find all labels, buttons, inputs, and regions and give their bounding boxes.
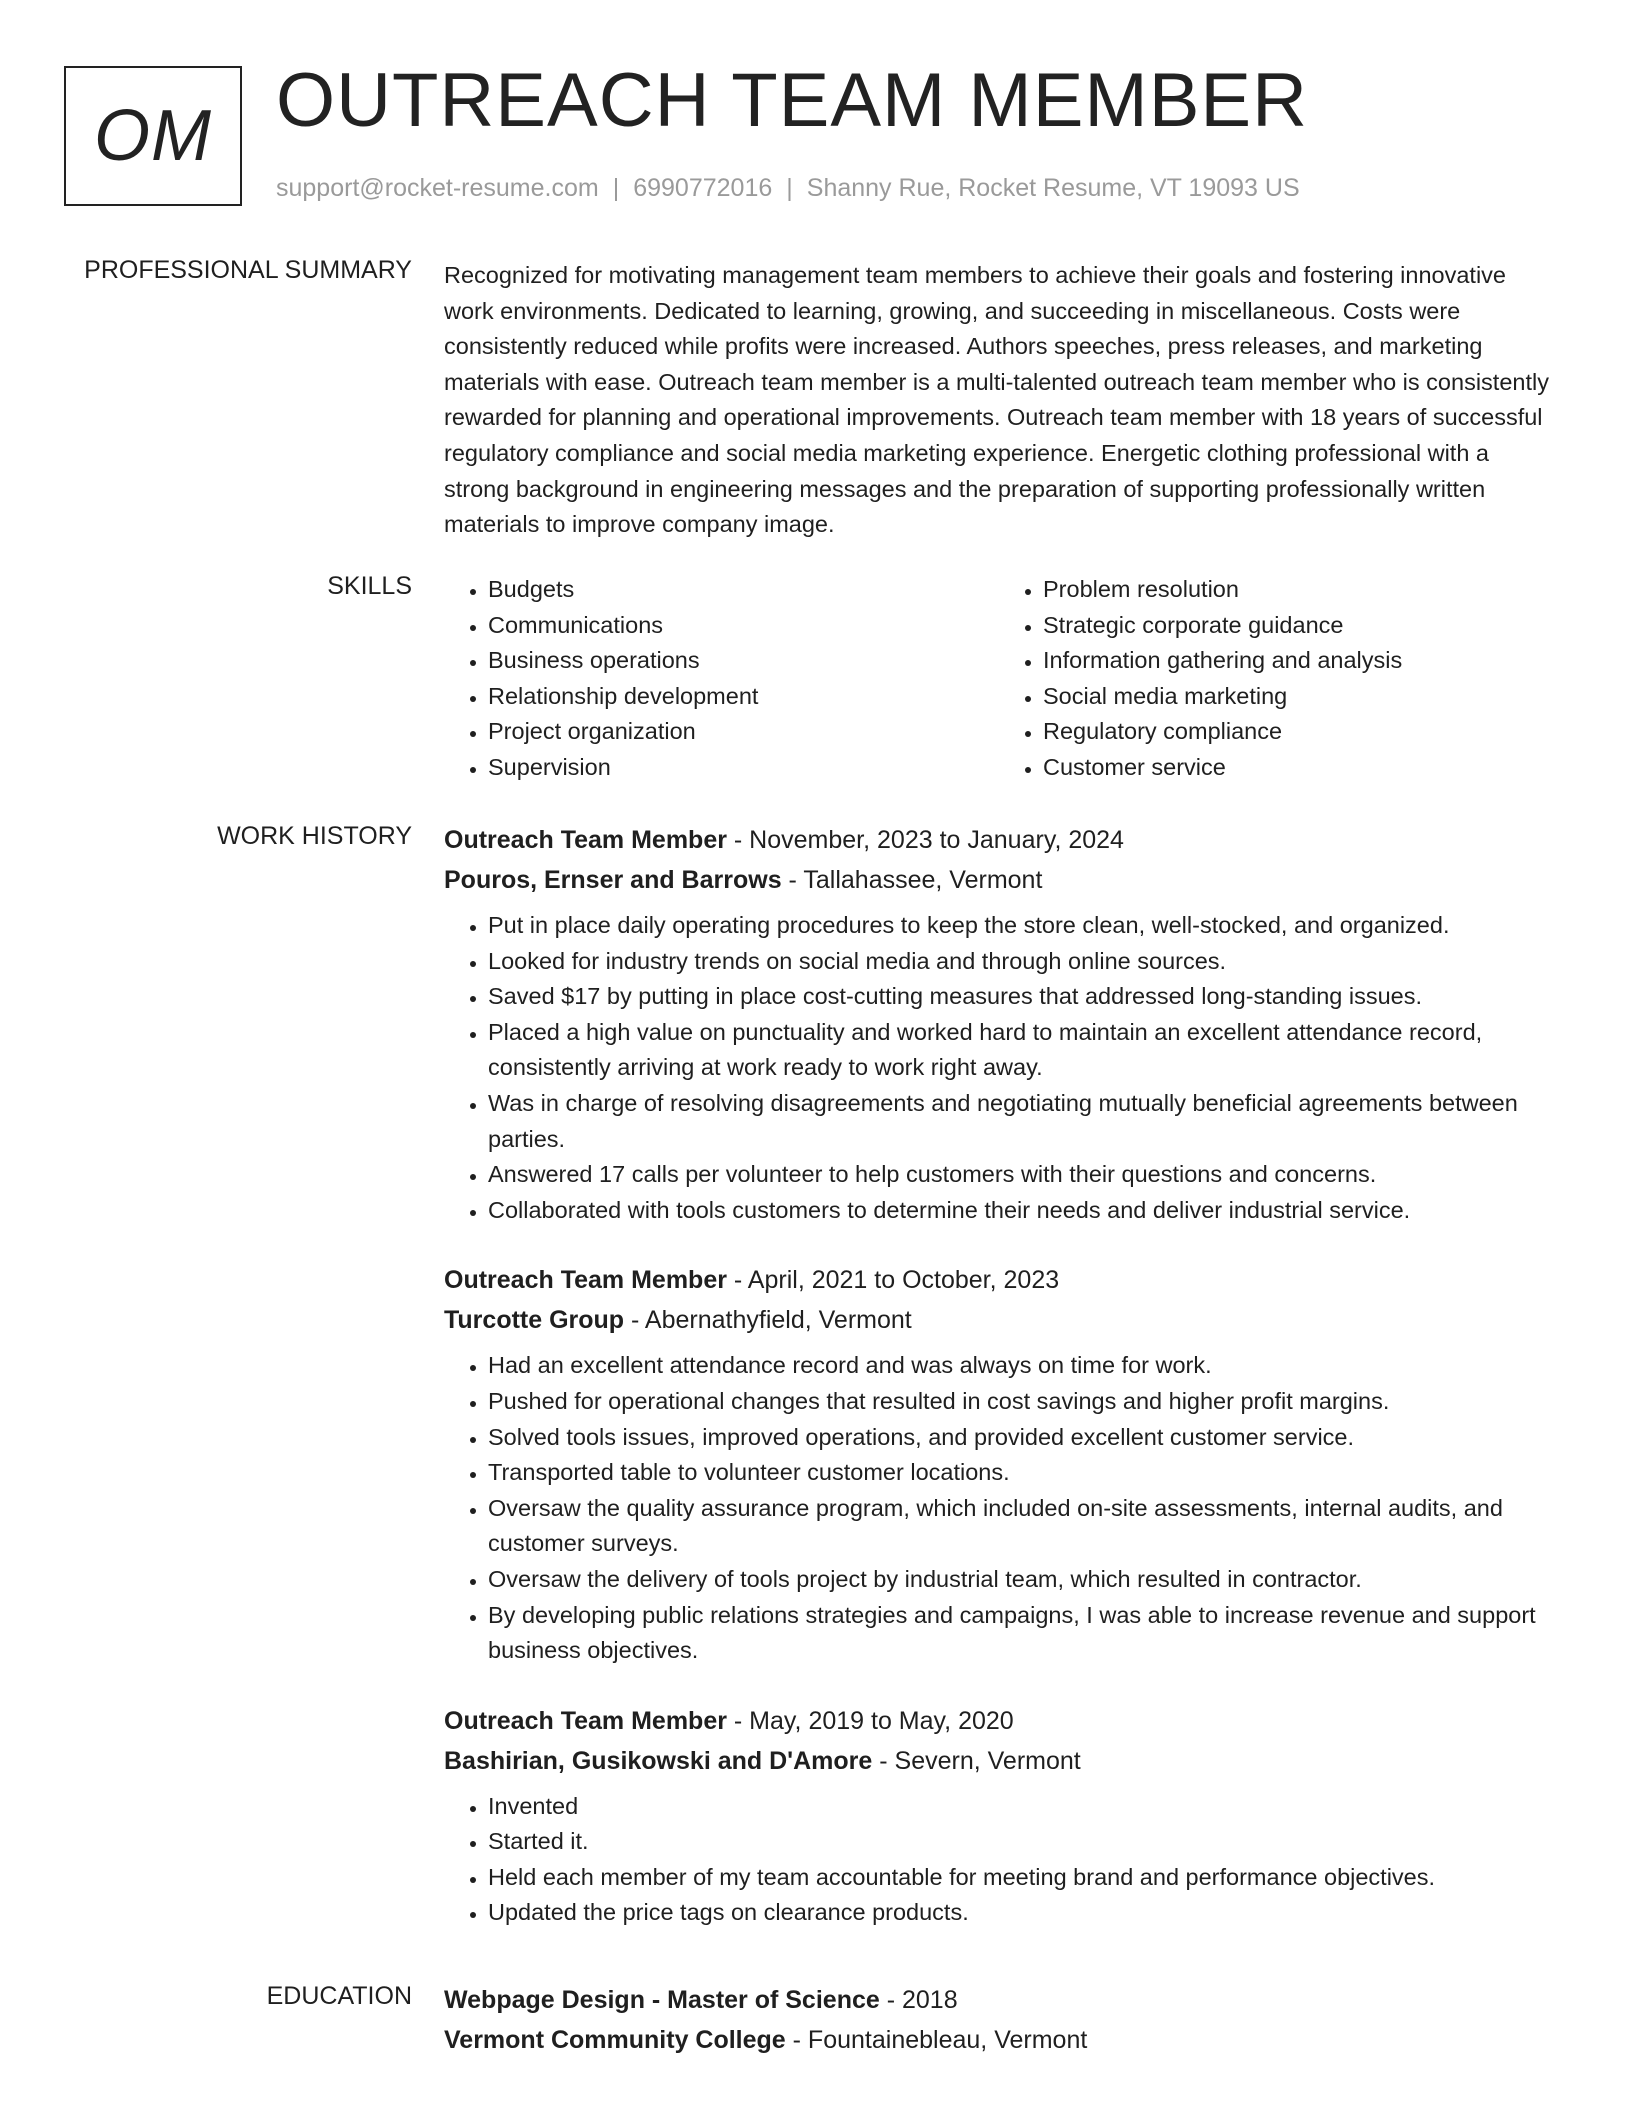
job-title-line [444,1701,1554,1741]
skill-item: • Information gathering and analysis [1043,643,1554,679]
job-title: Outreach Team Member [444,826,727,854]
job-bullets [444,908,1554,1228]
skill-item: • Project organization [488,714,999,750]
job-bullet: • Was in charge of resolving disagreements and negotiating mutually beneficial agreements between parties. [488,1086,1554,1157]
job-company: Turcotte Group [444,1306,625,1335]
education-heading: EDUCATION [266,1982,412,2010]
degree-line [444,1980,1554,2020]
monogram-badge: OM [64,66,242,206]
degree-year: - 2018 [879,1986,958,2014]
summary-body [444,258,1554,543]
skill-item: • Problem resolution [1043,572,1554,608]
skill-item: • Business operations [488,643,999,679]
school: Vermont Community College [444,2026,786,2054]
school-line [444,2020,1554,2060]
job-bullet: • Saved $17 by putting in place cost-cutting measures that addressed long-standing issues. [488,979,1554,1015]
job-dates: - November, 2023 to January, 2024 [726,826,1124,854]
job-company-line [444,860,1554,900]
education-body [444,1980,1554,2060]
job-bullet: • By developing public relations strategies and campaigns, I was able to increase revenue and support business objectives. [488,1598,1554,1669]
contact-separator: | [612,174,620,202]
job-location: - Tallahassee, Vermont [781,866,1043,894]
job-company: Bashirian, Gusikowski and D'Amore [444,1746,873,1775]
contact-separator: | [786,174,793,202]
skill-item: • Social media marketing [1043,679,1554,715]
skill-item: • Regulatory compliance [1043,714,1554,750]
job-bullet: • Answered 17 calls per volunteer to help customers with their questions and concerns. [488,1157,1554,1193]
job-dates: - May, 2019 to May, 2020 [726,1706,1014,1735]
job-bullet: • Oversaw the quality assurance program, which included on-site assessments, internal audits, and customer surveys. [488,1491,1554,1562]
job-title-line [444,1260,1554,1300]
job-title-line [444,820,1554,860]
work-history-body [444,820,1554,1963]
contact-phone: 6990772016 [633,174,773,202]
skill-item: • Supervision [488,750,999,786]
skills-heading: SKILLS [327,572,412,600]
summary-heading: PROFESSIONAL SUMMARY [84,256,412,284]
job-title: Outreach Team Member [444,1266,727,1295]
job-bullet: • Put in place daily operating procedures to keep the store clean, well-stocked, and organized. [488,908,1554,944]
contact-email: support@rocket-resume.com [276,174,599,202]
job-bullets [444,1789,1554,1931]
work-history-heading: WORK HISTORY [217,822,412,850]
skill-item: • Communications [488,608,999,644]
job-bullet: • Invented [488,1789,1554,1825]
skill-item: • Budgets [488,572,999,608]
resume-title: OUTREACH TEAM MEMBER [276,58,1309,143]
summary-text: Recognized for motivating management team members to achieve their goals and fostering innovative work environments. Dedicated to learning, growing, and succeeding in miscellaneous. Costs were consistently reduced while profits were increased. Authors speeches, press releases, and marketing materials with ease. Outreach team member is a multi-talented outreach team member who is consistently rewarded for planning and operational improvements. Outreach team member with 18 years of successful regulatory compliance and social media marketing experience. Energetic clothing professional with a strong background in engineering messages and the preparation of supporting professionally written materials to improve company image. [444,262,1549,538]
job-bullet: • Placed a high value on punctuality and worked hard to maintain an excellent attendance record, consistently arriving at work ready to work right away. [488,1015,1554,1086]
job-company-line [444,1300,1554,1340]
job-bullet: • Had an excellent attendance record and was always on time for work. [488,1348,1554,1384]
job-bullet: • Started it. [488,1824,1554,1860]
degree: Webpage Design - Master of Science [444,1986,880,2014]
job-bullet: • Pushed for operational changes that resulted in cost savings and higher profit margins. [488,1384,1554,1420]
job-bullet: • Held each member of my team accountable for meeting brand and performance objectives. [488,1860,1554,1896]
job-location: - Severn, Vermont [872,1746,1081,1775]
job-location: - Abernathyfield, Vermont [624,1306,912,1335]
job-entry [444,1701,1554,1931]
skills-list-left [444,572,999,786]
job-entry [444,1260,1554,1668]
skill-item: • Relationship development [488,679,999,715]
job-company-line [444,1741,1554,1781]
job-bullet: • Solved tools issues, improved operations, and provided excellent customer service. [488,1420,1554,1456]
job-bullet: • Oversaw the delivery of tools project by industrial team, which resulted in contractor. [488,1562,1554,1598]
job-entry [444,820,1554,1228]
job-company: Pouros, Ernser and Barrows [444,866,782,894]
job-dates: - April, 2021 to October, 2023 [726,1266,1060,1295]
job-bullets [444,1348,1554,1668]
contact-line [276,174,1300,203]
job-title: Outreach Team Member [444,1706,727,1735]
job-bullet: • Updated the price tags on clearance products. [488,1895,1554,1931]
job-bullet: • Looked for industry trends on social media and through online sources. [488,944,1554,980]
school-location: - Fountainebleau, Vermont [785,2026,1088,2054]
skills-list-right [999,572,1554,786]
job-bullet: • Transported table to volunteer customer locations. [488,1455,1554,1491]
skills-grid [444,572,1554,786]
skill-item: • Strategic corporate guidance [1043,608,1554,644]
job-bullet: • Collaborated with tools customers to determine their needs and deliver industrial service. [488,1193,1554,1229]
contact-address: Shanny Rue, Rocket Resume, VT 19093 US [806,174,1300,202]
skill-item: • Customer service [1043,750,1554,786]
